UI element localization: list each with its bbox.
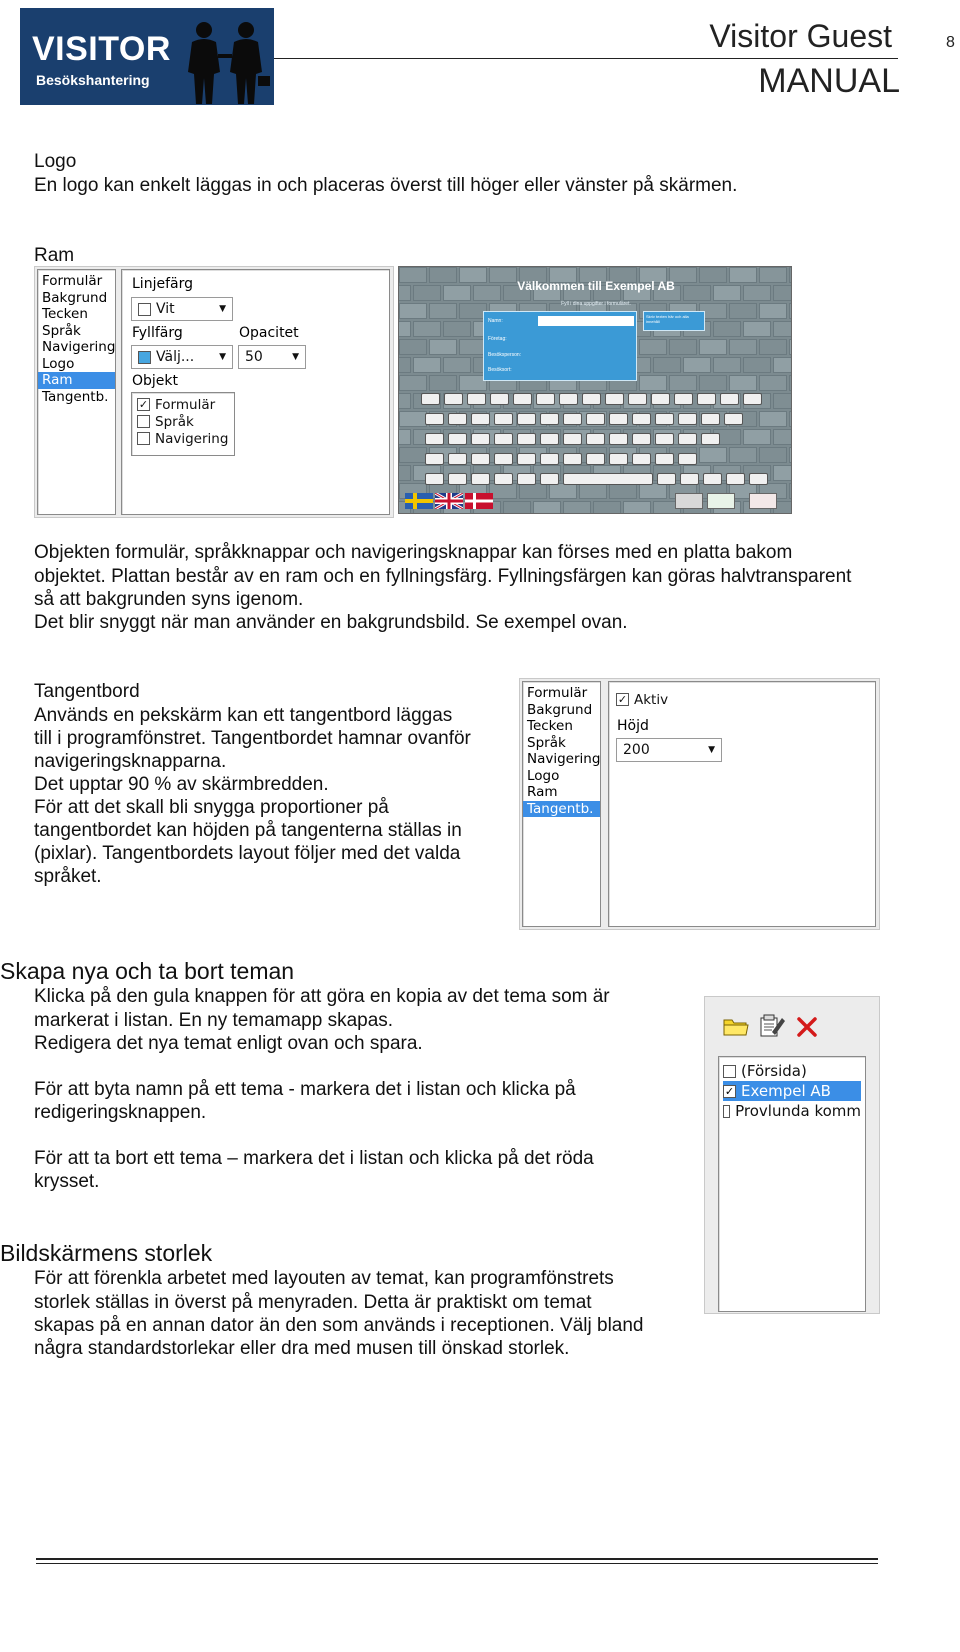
keyboard-key (651, 393, 670, 405)
list-item[interactable]: Språk (42, 322, 81, 339)
preview-title: Välkommen till Exempel AB (517, 279, 675, 293)
checkbox-checked[interactable]: ✓ (617, 693, 628, 706)
keyboard-key (563, 413, 582, 425)
keyboard-key (517, 413, 536, 425)
keyboard-key (471, 433, 490, 445)
stone-tile (639, 483, 667, 499)
keyboard-key (540, 453, 559, 465)
stone-tile (533, 501, 561, 514)
preview-nav-button (675, 493, 703, 509)
objekt-label: Objekt (132, 373, 179, 389)
keyboard-key (517, 453, 536, 465)
stone-tile (443, 321, 471, 337)
stone-tile (759, 375, 787, 391)
checkbox-checked[interactable]: ✓ (724, 1084, 735, 1098)
keyboard-key (678, 413, 697, 425)
checkbox[interactable] (137, 432, 150, 445)
keyboard-key (582, 393, 601, 405)
keyboard-key (563, 453, 582, 465)
stone-tile (669, 339, 697, 355)
stone-tile (683, 357, 711, 373)
stone-tile (729, 375, 757, 391)
keyboard-key (609, 453, 628, 465)
chevron-down-icon: ▼ (708, 745, 715, 755)
visitor-logo (20, 8, 274, 105)
stone-tile (549, 483, 577, 499)
tangentbord-text-line: Används en pekskärm kan ett tangentbord läggas (34, 705, 453, 726)
objekt-sprak-row[interactable] (137, 413, 229, 430)
tangentbord-category-list[interactable] (522, 681, 601, 927)
stone-tile (669, 375, 697, 391)
stone-tile (429, 339, 457, 355)
hojd-value: 200 (623, 742, 650, 758)
flag-uk-icon (435, 493, 463, 509)
checkbox-checked[interactable]: ✓ (138, 398, 149, 411)
keyboard-key (448, 453, 467, 465)
keyboard-key (494, 453, 513, 465)
keyboard-key (743, 393, 762, 405)
list-item[interactable]: Logo (42, 355, 75, 372)
ram-category-list[interactable] (37, 269, 116, 515)
stone-tile (743, 429, 771, 445)
tangentbord-text-line: navigeringsknapparna. (34, 751, 227, 772)
stone-tile (773, 429, 792, 445)
keyboard-key (425, 453, 444, 465)
stone-tile (563, 501, 591, 514)
hojd-label: Höjd (617, 718, 649, 734)
list-item[interactable]: Bakgrund (42, 289, 108, 306)
stone-tile (699, 447, 727, 463)
stone-tile (789, 375, 792, 391)
stone-tile (789, 447, 792, 463)
stone-tile (729, 447, 757, 463)
objekt-formular-row[interactable] (137, 396, 229, 413)
stone-tile (699, 339, 727, 355)
fyllfarg-value: Välj... (156, 349, 195, 365)
keyboard-key (655, 413, 674, 425)
theme-name: Provlunda komm (735, 1102, 861, 1120)
preview-field-input (538, 316, 634, 326)
theme-name: Exempel AB (741, 1082, 831, 1100)
stone-tile (399, 447, 427, 463)
stone-tile (653, 357, 681, 373)
skarm-text-line: några standardstorlekar eller dra med musen till önskad storlek. (34, 1338, 570, 1359)
ram-text-line: objektet. Plattan består av en ram och en fyllningsfärg. Fyllningsfärgen kan göras halvtransparent (34, 566, 852, 587)
preview-field-label: Besöksort: (488, 367, 512, 373)
ram-text-line: Objekten formulär, språkknappar och navigeringsknappar kan förses med en platta bakom (34, 542, 793, 563)
linjefarg-value: Vit (156, 301, 175, 317)
footer-rule (36, 1558, 878, 1560)
list-item[interactable]: Bakgrund (527, 701, 593, 718)
stone-tile (713, 321, 741, 337)
stone-tile (413, 357, 441, 373)
tema-heading: Skapa nya och ta bort teman (0, 958, 295, 984)
preview-nav-button (749, 493, 777, 509)
stone-tile (743, 357, 771, 373)
keyboard-key (680, 473, 699, 485)
preview-side-note: Skriv texten här och alla innehåll (643, 311, 705, 331)
page-number: 8 (946, 34, 955, 51)
delete-theme-icon[interactable] (796, 1016, 818, 1038)
keyboard-key (425, 433, 444, 445)
stone-tile (398, 393, 411, 409)
keyboard-key (448, 473, 467, 485)
stone-tile (399, 339, 427, 355)
theme-list[interactable] (718, 1056, 866, 1312)
linjefarg-label: Linjefärg (132, 276, 193, 292)
keyboard-key (720, 393, 739, 405)
keyboard-key (536, 393, 555, 405)
stone-tile (789, 483, 792, 499)
chevron-down-icon: ▼ (292, 352, 299, 362)
aktiv-checkbox-row[interactable] (616, 691, 668, 708)
opacitet-select[interactable] (238, 345, 306, 369)
skarm-text-line: storlek ställas in överst på menyraden. Detta är praktiskt om temat (34, 1292, 592, 1313)
stone-tile (729, 339, 757, 355)
list-item[interactable]: Formulär (42, 273, 103, 289)
preview-field-label: Företag: (488, 336, 507, 342)
list-item-selected[interactable]: Tangentb. (523, 801, 600, 818)
keyboard-key (678, 453, 697, 465)
keyboard-key (701, 433, 720, 445)
keyboard-key (425, 413, 444, 425)
fyllfarg-select[interactable] (131, 345, 233, 369)
tangentbord-text-line: För att det skall bli snygga proportioner på (34, 797, 389, 818)
tangentbord-text-line: (pixlar). Tangentbordets layout följer med det valda (34, 843, 461, 864)
keyboard-key (632, 433, 651, 445)
theme-list-item[interactable] (723, 1061, 861, 1081)
keyboard-key (655, 453, 674, 465)
chevron-down-icon: ▼ (219, 304, 226, 314)
stone-tile (399, 375, 427, 391)
keyboard-key (632, 413, 651, 425)
logo-word: VISITOR (32, 30, 171, 68)
keyboard-key (517, 473, 536, 485)
stone-tile (759, 447, 787, 463)
keyboard-key (609, 413, 628, 425)
flag-sweden-icon (405, 493, 433, 509)
document-subtitle: MANUAL (758, 62, 900, 100)
keyboard-key (586, 453, 605, 465)
skarm-heading: Bildskärmens storlek (0, 1240, 213, 1266)
stone-tile (398, 321, 411, 337)
theme-name: (Försida) (741, 1062, 807, 1080)
keyboard-key (540, 433, 559, 445)
stone-tile (429, 375, 457, 391)
tema-text-line: För att byta namn på ett tema - markera det i listan och klicka på (34, 1079, 576, 1100)
stone-tile (609, 483, 637, 499)
stone-tile (759, 339, 787, 355)
flag-denmark-icon (465, 493, 493, 509)
ram-text-line: så att bakgrunden syns igenom. (34, 589, 304, 610)
tangentbord-text-line: till i programfönstret. Tangentbordet hamnar ovanför (34, 728, 471, 749)
preview-nav-button (707, 493, 735, 509)
keyboard-key (563, 433, 582, 445)
objekt-label-text: Navigering (155, 430, 229, 447)
theme-list-item-selected[interactable] (723, 1081, 861, 1101)
keyboard-key (444, 393, 463, 405)
keyboard-key (517, 433, 536, 445)
preview-subtitle: Fyll i dina uppgifter i formuläret. (561, 301, 631, 307)
stone-tile (773, 393, 792, 409)
tema-text-line: markerat i listan. En ny temamapp skapas. (34, 1010, 394, 1031)
stone-tile (503, 501, 531, 514)
logo-heading: Logo (34, 151, 77, 172)
skarm-text-line: För att förenkla arbetet med layouten av temat, kan programfönstrets (34, 1268, 614, 1289)
keyboard-key (605, 393, 624, 405)
stone-tile (489, 483, 517, 499)
stone-tile (579, 483, 607, 499)
opacitet-value: 50 (245, 349, 263, 365)
keyboard-key (655, 433, 674, 445)
preview-field-label: Besöksperson: (488, 352, 522, 358)
list-item[interactable]: Navigering (42, 339, 116, 355)
list-item[interactable]: Formulär (527, 685, 588, 701)
logo-text: En logo kan enkelt läggas in och placeras överst till höger eller vänster på skärmen. (34, 175, 738, 196)
objekt-label-text: Språk (155, 413, 194, 430)
keyboard-key (632, 453, 651, 465)
ram-heading: Ram (34, 245, 75, 266)
tangentbord-heading: Tangentbord (34, 681, 140, 702)
keyboard-key (701, 413, 720, 425)
keyboard-key (657, 473, 676, 485)
keyboard-key (703, 473, 722, 485)
keyboard-key (540, 473, 559, 485)
keyboard-key (540, 413, 559, 425)
tangentbord-text-line: Det upptar 90 % av skärmbredden. (34, 774, 329, 795)
fyllfarg-label: Fyllfärg (132, 325, 183, 341)
keyboard-key (609, 433, 628, 445)
keyboard-key (471, 473, 490, 485)
new-theme-folder-icon[interactable] (722, 1014, 750, 1038)
keyboard-key (674, 393, 693, 405)
preview-form-panel (483, 311, 637, 381)
list-item[interactable]: Navigering (527, 751, 601, 767)
stone-tile (398, 429, 411, 445)
tangentbord-text-line: tangentbordet kan höjden på tangenterna ställas in (34, 820, 462, 841)
stone-tile (773, 357, 792, 373)
stone-tile (639, 375, 667, 391)
keyboard-key (678, 433, 697, 445)
objekt-label-text: Formulär (155, 396, 216, 413)
list-item[interactable]: Tecken (527, 718, 573, 734)
keyboard-key (490, 393, 509, 405)
keyboard-key (421, 393, 440, 405)
keyboard-key (467, 393, 486, 405)
keyboard-key (494, 413, 513, 425)
keyboard-key (724, 413, 743, 425)
header-rule (274, 58, 898, 59)
stone-tile (789, 339, 792, 355)
document-title: Visitor Guest (709, 18, 892, 54)
stone-tile (639, 339, 667, 355)
stone-tile (593, 501, 621, 514)
stone-tile (398, 465, 411, 481)
objekt-navigering-row[interactable] (137, 430, 229, 447)
color-swatch (138, 351, 151, 364)
stone-tile (623, 501, 651, 514)
logo-subtitle: Besökshantering (36, 72, 150, 88)
objekt-checklist (131, 392, 235, 456)
tangentbord-text-line: språket. (34, 866, 102, 887)
opacitet-label: Opacitet (239, 325, 299, 341)
stone-tile (743, 321, 771, 337)
linjefarg-select[interactable] (131, 297, 233, 321)
tema-text-line: Klicka på den gula knappen för att göra en kopia av det tema som är (34, 986, 610, 1007)
tema-text-line: krysset. (34, 1171, 100, 1192)
keyboard-key (697, 393, 716, 405)
list-item-selected[interactable]: Ram (38, 372, 115, 389)
keyboard-key (563, 473, 653, 485)
aktiv-label: Aktiv (634, 691, 669, 708)
keyboard-key (494, 473, 513, 485)
edit-theme-icon[interactable] (758, 1012, 786, 1038)
keyboard-key (586, 433, 605, 445)
keyboard-key (586, 413, 605, 425)
ram-text-line: Det blir snyggt när man använder en bakgrundsbild. Se exempel ovan. (34, 612, 628, 633)
keyboard-key (513, 393, 532, 405)
stone-tile (789, 411, 792, 427)
theme-preview-image (398, 266, 792, 514)
keyboard-key (494, 433, 513, 445)
theme-list-item[interactable] (723, 1101, 861, 1121)
list-item[interactable]: Tecken (42, 306, 88, 322)
keyboard-key (448, 413, 467, 425)
keyboard-key (425, 473, 444, 485)
stone-tile (699, 375, 727, 391)
checkbox[interactable] (723, 1105, 730, 1118)
keyboard-key (749, 473, 768, 485)
tema-text-line: För att ta bort ett tema – markera det i listan och klicka på det röda (34, 1148, 594, 1169)
stone-tile (773, 321, 792, 337)
tema-text-line: redigeringsknappen. (34, 1102, 207, 1123)
list-item[interactable]: Ram (527, 784, 558, 800)
stone-tile (413, 321, 441, 337)
checkbox[interactable] (723, 1065, 736, 1078)
stone-tile (519, 483, 547, 499)
stone-tile (398, 357, 411, 373)
keyboard-key (448, 433, 467, 445)
stone-tile (443, 357, 471, 373)
footer-rule (36, 1563, 878, 1564)
stone-tile (399, 411, 427, 427)
stone-tile (773, 465, 792, 481)
keyboard-key (628, 393, 647, 405)
businessmen-icon (182, 16, 272, 105)
preview-field-label: Namn: (488, 318, 503, 324)
stone-tile (713, 357, 741, 373)
keyboard-key (471, 453, 490, 465)
tema-text-line: Redigera det nya temat enligt ovan och spara. (34, 1033, 423, 1054)
keyboard-key (726, 473, 745, 485)
keyboard-key (559, 393, 578, 405)
list-item[interactable]: Tangentb. (42, 388, 109, 405)
list-item[interactable]: Språk (527, 734, 566, 751)
chevron-down-icon: ▼ (219, 352, 226, 362)
checkbox[interactable] (137, 415, 150, 428)
hojd-select[interactable] (616, 738, 722, 762)
stone-tile (759, 411, 787, 427)
color-swatch (138, 303, 151, 316)
skarm-text-line: skapas på en annan dator än den som används i receptionen. Välj bland (34, 1315, 644, 1336)
keyboard-key (471, 413, 490, 425)
list-item[interactable]: Logo (527, 767, 560, 784)
